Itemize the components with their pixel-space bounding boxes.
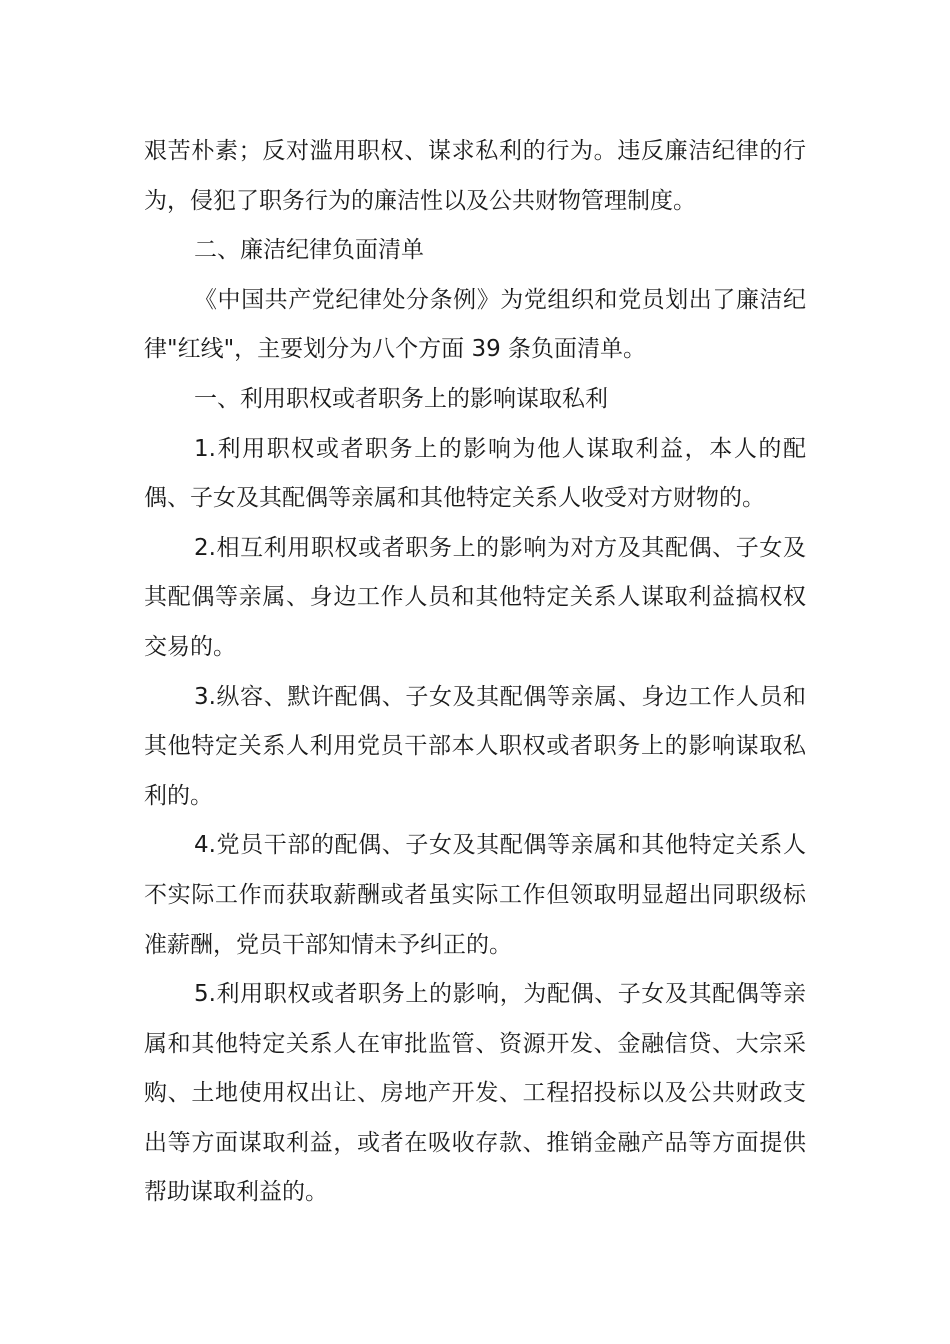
list-item-3: 3.纵容、默许配偶、子女及其配偶等亲属、身边工作人员和其他特定关系人利用党员干部本人职权或者职务上的影响谋取私利的。 [144,683,806,809]
list-item-1: 1.利用职权或者职务上的影响为他人谋取利益，本人的配偶、子女及其配偶等亲属和其他特定关系人收受对方财物的。 [144,435,806,512]
list-item-4: 4.党员干部的配偶、子女及其配偶等亲属和其他特定关系人不实际工作而获取薪酬或者虽实际工作但领取明显超出同职级标准薪酬，党员干部知情未予纠正的。 [144,832,806,958]
section-heading-2: 二、廉洁纪律负面清单 [194,237,424,264]
paragraph-intro: 《中国共产党纪律处分条例》为党组织和党员划出了廉洁纪律"红线"，主要划分为八个方面 39 条负面清单。 [144,286,806,363]
paragraph-continuation: 艰苦朴素；反对滥用职权、谋求私利的行为。违反廉洁纪律的行为，侵犯了职务行为的廉洁性以及公共财物管理制度。 [144,138,806,214]
subsection-heading-1: 一、利用职权或者职务上的影响谋取私利 [194,385,608,412]
list-item-2: 2.相互利用职权或者职务上的影响为对方及其配偶、子女及其配偶等亲属、身边工作人员和其他特定关系人谋取利益搞权权交易的。 [144,534,806,660]
list-item-5: 5.利用职权或者职务上的影响，为配偶、子女及其配偶等亲属和其他特定关系人在审批监管、资源开发、金融信贷、大宗采购、土地使用权出让、房地产开发、工程招投标以及公共财政支出等方面谋取利益，或者在吸收存款、推销金融产品等方面提供帮助谋取利益的。 [144,981,806,1206]
document-body [144,127,806,1218]
